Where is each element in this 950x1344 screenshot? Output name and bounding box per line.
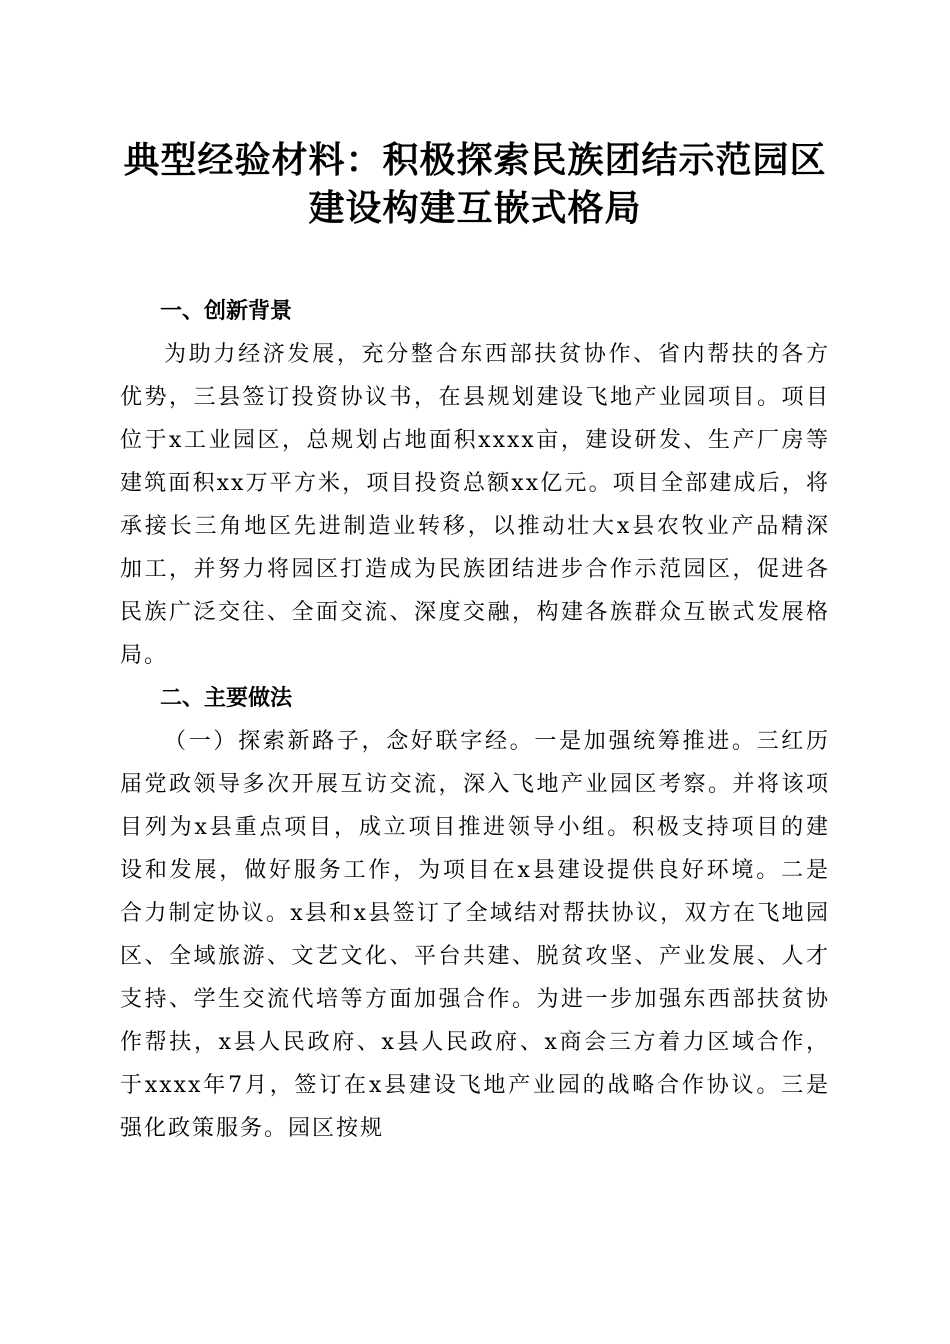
section-innovation-background xyxy=(120,290,830,677)
section-heading: 二、主要做法 xyxy=(160,686,293,711)
section-heading: 一、创新背景 xyxy=(160,299,293,324)
document-title: 典型经验材料：积极探索民族团结示范园区建设构建互嵌式格局 xyxy=(123,139,827,229)
title-spacer xyxy=(120,232,830,290)
section-paragraph: （一）探索新路子，念好联字经。一是加强统筹推进。三红历届党政领导多次开展互访交流，深入飞地产业园区考察。并将该项目列为x县重点项目，成立项目推进领导小组。积极支持项目的建设和发展，做好服务工作，为项目在x县建设提供良好环境。二是合力制定协议。x县和x县签订了全域结对帮扶协议，双方在飞地园区、全域旅游、文艺文化、平台共建、脱贫攻坚、产业发展、人才支持、学生交流代培等方面加强合作。为进一步加强东西部扶贫协作帮扶，x县人民政府、x县人民政府、x商会三方着力区域合作，于xxxx年7月，签订在x县建设飞地产业园的战略合作协议。三是强化政策服务。园区按规 xyxy=(120,729,830,1141)
section-paragraph: 为助力经济发展，充分整合东西部扶贫协作、省内帮扶的各方优势，三县签订投资协议书，在县规划建设飞地产业园项目。项目位于x工业园区，总规划占地面积xxxx亩，建设研发、生产厂房等建筑面积xx万平方米，项目投资总额xx亿元。项目全部建成后，将承接长三角地区先进制造业转移，以推动壮大x县农牧业产品精深加工，并努力将园区打造成为民族团结进步合作示范园区，促进各民族广泛交往、全面交流、深度交融，构建各族群众互嵌式发展格局。 xyxy=(120,342,830,668)
section-main-practices xyxy=(120,677,830,1150)
